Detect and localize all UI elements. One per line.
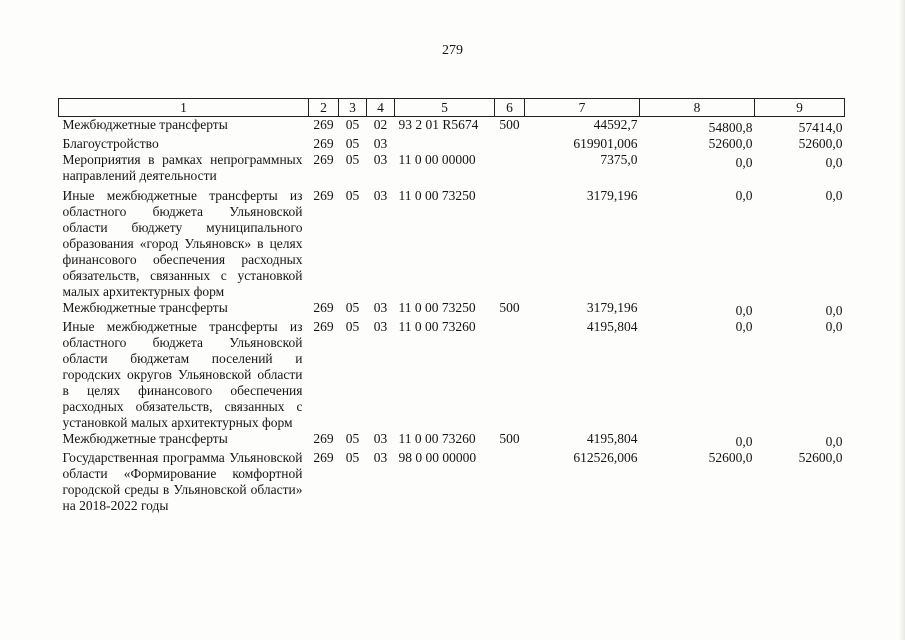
cell-amount-col9: 0,0 [825,319,843,334]
row-name: Государственная программа Ульяновской области «Формирование комфортной городской среды в Ульяновской области» на 2018-2022 годы [62,450,303,513]
cell-expense-type [495,450,525,514]
cell-amount-col8: 52600,0 [708,450,753,465]
cell-expense-type: 500 [499,300,520,315]
cell-amount-col9: 52600,0 [798,136,843,151]
row-name: Мероприятия в рамках непрограммных направлений деятельности [62,152,303,183]
column-header: 5 [395,99,495,117]
cell-subsection: 03 [373,300,388,315]
column-header: 4 [367,99,395,117]
cell-target-article [395,136,495,152]
cell-admin-code: 269 [313,188,334,203]
table-row [59,450,845,514]
cell-section: 05 [345,431,360,446]
cell-admin-code: 269 [313,319,334,334]
scan-edge-shadow [899,0,905,640]
cell-amount-col9: 0,0 [825,188,843,203]
cell-subsection: 03 [373,152,388,167]
cell-section: 05 [345,188,360,203]
cell-amount-col7: 3179,196 [586,188,638,203]
column-header-row [59,99,845,117]
cell-expense-type [495,152,525,184]
column-header: 7 [525,99,640,117]
cell-expense-type [495,184,525,300]
cell-section: 05 [345,450,360,465]
cell-amount-col7: 3179,196 [586,300,638,315]
cell-amount-col8: 0,0 [735,319,753,334]
cell-subsection: 03 [373,319,388,334]
cell-amount-col8: 0,0 [735,303,753,318]
table-row [59,431,845,450]
cell-admin-code: 269 [313,431,334,446]
cell-target-article: 11 0 00 73260 [398,431,476,446]
column-header: 6 [495,99,525,117]
cell-subsection: 03 [373,450,388,465]
cell-target-article: 98 0 00 00000 [398,450,477,465]
cell-amount-col9: 52600,0 [798,450,843,465]
column-header: 2 [309,99,339,117]
cell-amount-col7: 619901,006 [573,136,638,151]
row-name: Межбюджетные трансферты [62,300,228,315]
cell-amount-col7: 44592,7 [593,117,638,132]
table-row [59,117,845,137]
budget-table [58,98,845,514]
cell-amount-col9: 0,0 [825,303,843,318]
cell-amount-col9: 57414,0 [798,120,843,135]
cell-subsection: 03 [373,431,388,446]
cell-subsection: 02 [373,117,388,132]
cell-target-article: 11 0 00 73250 [398,300,476,315]
cell-section: 05 [345,152,360,167]
cell-amount-col9: 0,0 [825,155,843,170]
row-name: Межбюджетные трансферты [62,117,228,132]
cell-subsection: 03 [373,188,388,203]
cell-subsection: 03 [373,136,388,151]
row-name: Межбюджетные трансферты [62,431,228,446]
cell-section: 05 [345,300,360,315]
cell-target-article: 11 0 00 73260 [398,319,476,334]
column-header: 1 [59,99,309,117]
cell-expense-type [495,319,525,431]
cell-amount-col8: 0,0 [735,155,753,170]
column-header: 9 [755,99,845,117]
table-row [59,152,845,184]
cell-section: 05 [345,136,360,151]
cell-amount-col8: 0,0 [735,434,753,449]
cell-admin-code: 269 [313,136,334,151]
table-row [59,136,845,152]
cell-admin-code: 269 [313,300,334,315]
cell-amount-col7: 4195,804 [586,431,638,446]
cell-amount-col7: 7375,0 [600,152,638,167]
cell-section: 05 [345,117,360,132]
row-name: Иные межбюджетные трансферты из областного бюджета Ульяновской области бюджету муниципального образования «город Ульяновск» в целях финансового обеспечения расходных обязательств, связанных с установкой малых архитектурных форм [62,188,303,299]
cell-admin-code: 269 [313,152,334,167]
row-name: Иные межбюджетные трансферты из областного бюджета Ульяновской области бюджетам поселений и городских округов Ульяновской области в целях финансового обеспечения расходных обязательств, связанных с установкой малых архитектурных форм [62,319,303,430]
column-header: 8 [640,99,755,117]
cell-expense-type: 500 [499,431,520,446]
table-row [59,300,845,319]
cell-amount-col8: 0,0 [735,188,753,203]
cell-amount-col8: 54800,8 [708,120,753,135]
table-row [59,184,845,300]
cell-amount-col9: 0,0 [825,434,843,449]
cell-section: 05 [345,319,360,334]
page-number: 279 [442,43,463,58]
cell-target-article: 11 0 00 00000 [398,152,476,167]
cell-amount-col8: 52600,0 [708,136,753,151]
cell-amount-col7: 4195,804 [586,319,638,334]
cell-target-article: 11 0 00 73250 [398,188,476,203]
cell-amount-col7: 612526,006 [573,450,638,465]
cell-expense-type [495,136,525,152]
cell-admin-code: 269 [313,450,334,465]
table-row [59,319,845,431]
cell-expense-type: 500 [499,117,520,132]
cell-target-article: 93 2 01 R5674 [398,117,479,132]
cell-admin-code: 269 [313,117,334,132]
column-header: 3 [339,99,367,117]
row-name: Благоустройство [62,136,159,151]
